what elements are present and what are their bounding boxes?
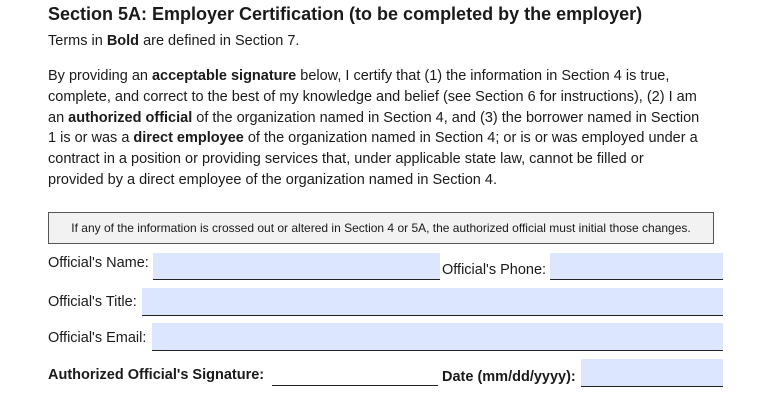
cert-line-3: [48, 108, 728, 129]
official-email-field[interactable]: [152, 323, 723, 351]
cert-text: By providing an: [48, 68, 152, 84]
official-phone-label: Official's Phone:: [442, 262, 547, 278]
cert-line-4: [48, 128, 728, 149]
cert-term-direct-employee: direct employee: [133, 130, 244, 147]
cert-text: of the organization named in Section 4, and (3) the borrower named in Section: [192, 109, 700, 126]
cert-term-authorized-official: authorized official: [68, 109, 193, 126]
date-field[interactable]: [581, 359, 723, 387]
date-label: Date (mm/dd/yyyy):: [442, 369, 576, 385]
terms-suffix: are defined in Section 7.: [139, 33, 300, 49]
terms-note: [48, 33, 299, 49]
terms-bold: Bold: [106, 33, 140, 49]
cert-line-6: provided by a direct employee of the organization named in Section 4.: [48, 171, 497, 188]
signature-line[interactable]: [272, 385, 438, 386]
official-phone-field[interactable]: [550, 253, 723, 280]
cert-line-1: [48, 66, 728, 87]
alteration-notice: If any of the information is crossed out or altered in Section 4 or 5A, the authorized official must initial those changes.: [48, 212, 714, 244]
cert-text: an: [48, 109, 69, 126]
cert-line-2: complete, and correct to the best of my knowledge and belief (see Section 6 for instructions), (2) I am: [48, 88, 697, 105]
cert-text: of the organization named in Section 4; or is or was employed under a: [243, 130, 698, 147]
cert-text: below, I certify that (1) the information in Section 4 is true,: [296, 68, 670, 84]
official-email-label: Official's Email:: [48, 330, 147, 346]
cert-line-5: contract in a position or providing services that, under applicable state law, cannot be filled or: [48, 151, 644, 168]
signature-label: Authorized Official's Signature:: [48, 367, 265, 383]
official-name-field[interactable]: [153, 253, 440, 280]
terms-prefix: Terms in: [48, 33, 107, 49]
official-title-field[interactable]: [142, 288, 723, 316]
cert-text: 1 is or was a: [48, 130, 134, 147]
official-title-label: Official's Title:: [48, 294, 137, 310]
section-title: Section 5A: Employer Certification (to be completed by the employer): [48, 4, 643, 24]
cert-term-acceptable-signature: acceptable signature: [151, 68, 297, 84]
certification-text: [48, 66, 728, 191]
official-name-label: Official's Name:: [48, 255, 149, 271]
